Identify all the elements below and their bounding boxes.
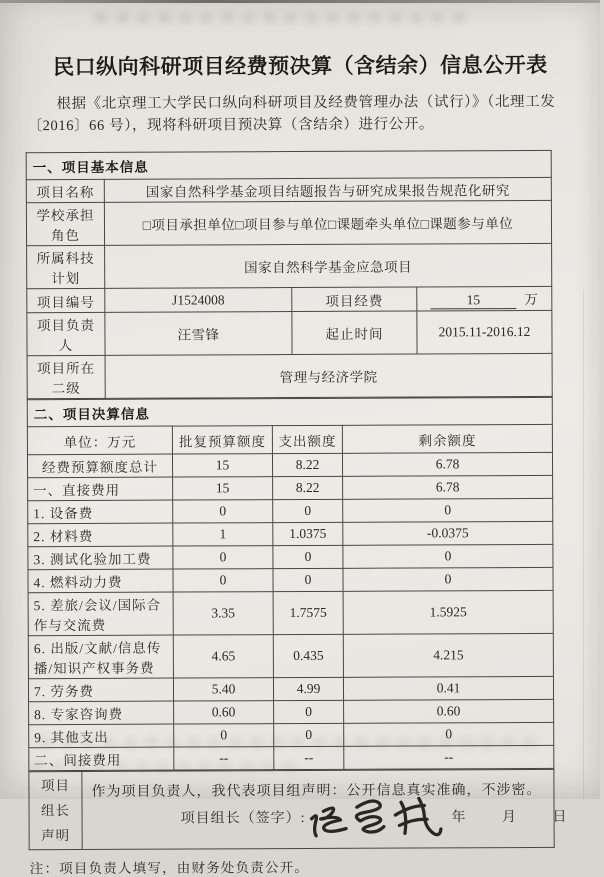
- budget-unit: 万: [524, 291, 539, 308]
- table-row: [28, 544, 553, 569]
- spent-cell: 0: [274, 723, 344, 746]
- declaration-table: [28, 769, 567, 850]
- project-name-value: 国家自然科学基金项目结题报告与研究成果报告规范化研究: [104, 177, 551, 202]
- date-fields: [451, 806, 567, 827]
- plan-label: 所属科技计划: [27, 245, 105, 288]
- table-row: [28, 498, 553, 523]
- project-name-label: 项目名称: [26, 179, 104, 202]
- approved-cell: 4.65: [173, 635, 273, 678]
- spent-cell: 4.99: [273, 677, 343, 700]
- row-label: 4. 燃料动力费: [28, 569, 173, 593]
- budget-value-cell: [417, 286, 552, 311]
- basic-info-section-title: 一、项目基本信息: [26, 150, 551, 179]
- table-row: [28, 567, 553, 592]
- month-label: 月: [501, 810, 517, 826]
- declaration-row: [29, 769, 554, 849]
- spent-cell: 1.7575: [273, 591, 343, 634]
- spent-cell: 8.22: [273, 476, 343, 499]
- column-header-spent: 支出额度: [272, 425, 342, 453]
- project-number-label: 项目编号: [27, 288, 105, 312]
- remaining-cell: -0.0375: [343, 521, 553, 545]
- spent-cell: 0: [273, 499, 343, 522]
- leader-label: 项目负责人: [27, 312, 105, 355]
- remaining-cell: 0.60: [344, 699, 554, 723]
- remaining-cell: 0.41: [343, 676, 553, 700]
- table-row: [26, 200, 551, 245]
- handwritten-signature: [303, 793, 451, 846]
- section-header-row: [27, 397, 552, 426]
- table-row: [28, 521, 553, 546]
- row-label: 一、直接费用: [28, 477, 173, 501]
- row-label: 经费预算额度总计: [27, 454, 172, 478]
- signature-line: [82, 799, 567, 835]
- department-value: 管理与经济学院: [105, 353, 552, 398]
- remaining-cell: 6.78: [343, 475, 553, 499]
- remaining-cell: 0: [344, 722, 554, 746]
- approved-cell: 0: [173, 500, 273, 523]
- remaining-cell: 1.5925: [343, 590, 553, 634]
- approved-cell: 0.60: [174, 701, 274, 724]
- settlement-section-title: 二、项目决算信息: [27, 397, 552, 426]
- table-row: [27, 286, 552, 312]
- period-label: 起止时间: [292, 311, 417, 355]
- plan-value: 国家自然科学基金应急项目: [105, 243, 552, 288]
- department-label: 项目所在二级: [27, 355, 105, 398]
- sign-label: 项目组长（签字）:: [180, 810, 306, 827]
- spent-cell: 0.435: [273, 634, 343, 677]
- row-label: 9. 其他支出: [29, 724, 174, 748]
- table-row: [29, 699, 554, 724]
- row-label: 6. 出版/文献/信息传播/知识产权事务费: [28, 635, 173, 679]
- approved-cell: 5.40: [173, 678, 273, 701]
- budget-label: 项目经费: [292, 287, 417, 312]
- footnote: 注：项目负责人填写，由财务处负责公开。: [29, 859, 310, 877]
- row-label: 二、间接费用: [29, 747, 174, 771]
- approved-cell: 1: [173, 523, 273, 546]
- basic-info-table: [26, 150, 553, 399]
- budget-amount: 15: [430, 292, 516, 309]
- approved-cell: 15: [172, 454, 272, 477]
- table-row: [28, 633, 553, 678]
- year-label: 年: [451, 810, 466, 826]
- table-row: [27, 310, 552, 355]
- role-label: 学校承担角色: [26, 202, 104, 245]
- spent-cell: 0: [273, 545, 343, 568]
- remaining-cell: 6.78: [342, 452, 552, 476]
- table-row: [27, 353, 552, 398]
- row-label: 7. 劳务费: [28, 678, 173, 702]
- approved-cell: --: [174, 747, 274, 770]
- project-number-value: J1524008: [105, 288, 292, 313]
- table-row: [28, 590, 553, 635]
- row-label: 5. 差旅/会议/国际合作与交流费: [28, 592, 173, 636]
- row-label: 3. 测试化验加工费: [28, 546, 173, 570]
- declaration-label: 项目 组长 声明: [29, 771, 82, 849]
- remaining-cell: 0: [343, 498, 553, 522]
- spent-cell: 8.22: [272, 453, 342, 476]
- table-row: [27, 452, 552, 477]
- row-label: 2. 材料费: [28, 523, 173, 547]
- spent-cell: 0: [273, 568, 343, 591]
- role-checkbox-options: □项目承担单位□项目参与单位□课题牵头单位□课题参与单位: [104, 200, 551, 245]
- row-label: 1. 设备费: [28, 500, 173, 524]
- table-row: [26, 177, 551, 202]
- declaration-statement: 作为项目负责人，我代表项目组声明：公开信息真实准确，不涉密。: [91, 782, 542, 800]
- row-label: 8. 专家咨询费: [29, 701, 174, 725]
- approved-cell: 15: [173, 477, 273, 500]
- remaining-cell: --: [344, 745, 554, 769]
- table-row: [27, 243, 552, 288]
- remaining-cell: 0: [343, 567, 553, 591]
- table-row: [29, 722, 554, 747]
- leader-value: 汪雪锋: [105, 312, 292, 356]
- approved-cell: 0: [174, 724, 274, 747]
- table-row: [28, 475, 553, 500]
- table-row: [28, 676, 553, 701]
- day-label: 日: [552, 809, 567, 825]
- spent-cell: 1.0375: [273, 522, 343, 545]
- page-title: 民口纵向科研项目经费预决算（含结余）信息公开表: [52, 52, 548, 80]
- period-value: 2015.11-2016.12: [417, 310, 552, 354]
- settlement-table: [27, 397, 555, 771]
- column-header-remaining: 剩余额度: [342, 424, 552, 453]
- approved-cell: 0: [173, 546, 273, 569]
- section-header-row: [26, 150, 551, 179]
- remaining-cell: 4.215: [343, 633, 553, 677]
- table-row: [29, 745, 554, 770]
- declaration-content: [82, 769, 567, 849]
- intro-paragraph: 根据《北京理工大学民口纵向科研项目及经费管理办法（试行）》（北理工发〔2016〕66 号），现将科研项目预决算（含结余）进行公开。: [27, 93, 556, 134]
- column-header-row: [27, 424, 552, 454]
- column-header-approved: 批复预算额度: [172, 426, 272, 454]
- approved-cell: 3.35: [173, 592, 273, 635]
- approved-cell: 0: [173, 569, 273, 592]
- spent-cell: --: [274, 746, 344, 769]
- remaining-cell: 0: [343, 544, 553, 568]
- spent-cell: 0: [274, 700, 344, 723]
- column-header-unit: 单位：万元: [27, 426, 172, 455]
